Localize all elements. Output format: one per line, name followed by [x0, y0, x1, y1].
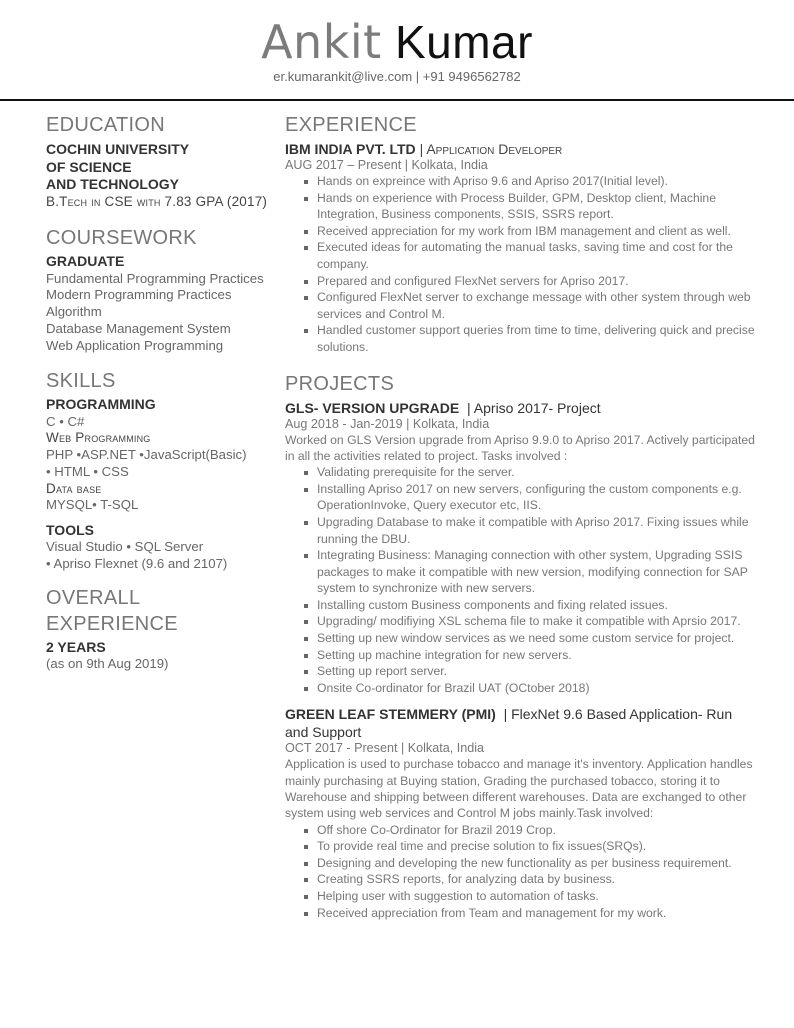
section-title-projects: PROJECTS	[285, 372, 395, 395]
course-item: Web Application Programming	[46, 337, 224, 353]
skills-tools-line: • Apriso Flexnet (9.6 and 2107)	[46, 556, 228, 572]
project-description: Worked on GLS Version upgrade from Apriso 9.9.0 to Apriso 2017. Actively participated in all the activities related to project. Tasks involved :	[285, 432, 755, 463]
list-item: Hands on expreince with Apriso 9.6 and Apriso 2017(Initial level).	[317, 173, 755, 190]
project-name: GREEN LEAF STEMMERY (PMI)	[285, 706, 496, 723]
project-green-leaf	[285, 705, 755, 921]
skills-db: MYSQL• T-SQL	[46, 497, 139, 513]
school-name-line: OF SCIENCE	[46, 158, 132, 175]
list-item: Upgrading/ modifiying XSL schema file to make it compatible with Aprsio 2017.	[317, 613, 755, 630]
list-item: Setting up new window services as we need some custom service for project.	[317, 630, 755, 647]
skills-tools-line: Visual Studio • SQL Server	[46, 539, 204, 555]
list-item: Setting up machine integration for new servers.	[317, 647, 755, 664]
header-divider	[0, 99, 794, 101]
project-name: GLS- VERSION UPGRADE	[285, 399, 460, 416]
course-item: Algorithm	[46, 304, 102, 320]
section-title-education: EDUCATION	[46, 114, 165, 136]
list-item: To provide real time and precise solution to fix issues(SRQs).	[317, 838, 755, 855]
list-item: Creating SSRS reports, for analyzing data by business.	[317, 871, 755, 888]
skills-section	[46, 368, 276, 573]
project-bullets	[285, 822, 755, 922]
skills-web-line: PHP •ASP.NET •JavaScript(Basic)	[46, 447, 247, 463]
list-item: Prepared and configured FlexNet servers for Apriso 2017.	[317, 273, 755, 290]
coursework-section	[46, 225, 276, 354]
list-item: Installing custom Business components and fixing related issues.	[317, 597, 755, 614]
skills-db-title: Data base	[46, 480, 102, 496]
course-item: Modern Programming Practices	[46, 287, 232, 303]
school-name-line: AND TECHNOLOGY	[46, 176, 179, 192]
skills-programming-title: PROGRAMMING	[46, 396, 156, 413]
coursework-subtitle: GRADUATE	[46, 253, 125, 270]
section-title-coursework: COURSEWORK	[46, 227, 197, 250]
project-gls	[285, 399, 755, 697]
skills-web-title: Web Programming	[46, 430, 151, 446]
project-meta: OCT 2017 - Present | Kolkata, India	[285, 741, 485, 756]
last-name: Kumar	[394, 16, 533, 68]
course-item: Fundamental Programming Practices	[46, 270, 264, 286]
section-title-skills: SKILLS	[46, 370, 116, 393]
job-meta: AUG 2017 – Present | Kolkata, India	[285, 158, 488, 172]
project-heading	[285, 399, 755, 417]
section-title-overall-experience: OVERALL EXPERIENCE	[46, 586, 178, 635]
skills-programming: C • C#	[46, 413, 85, 429]
company-name: IBM INDIA PVT. LTD	[285, 141, 416, 157]
list-item: Validating prerequisite for the server.	[317, 464, 755, 481]
job-role: | Application Developer	[419, 141, 563, 157]
project-heading	[285, 705, 735, 741]
list-item: Upgrading Database to make it compatible with Apriso 2017. Fixing issues while running the DBU.	[317, 514, 755, 547]
resume-header	[0, 0, 794, 101]
job-bullets	[285, 173, 755, 356]
job-heading	[285, 140, 755, 158]
list-item: Executed ideas for automating the manual tasks, saving time and cost for the company.	[317, 239, 755, 272]
project-subtitle: | FlexNet 9.6 Based Application- Run and Support	[285, 706, 733, 741]
first-name: Ankit	[261, 15, 382, 69]
project-bullets	[285, 464, 755, 696]
list-item: Hands on experience with Process Builder, GPM, Desktop client, Machine Integration, Business components, SSIS, SSRS report.	[317, 190, 755, 223]
project-subtitle: | Apriso 2017- Project	[467, 399, 601, 416]
overall-experience-note: (as on 9th Aug 2019)	[46, 656, 169, 672]
list-item: Helping user with suggestion to automation of tasks.	[317, 888, 755, 905]
skills-web-line: • HTML • CSS	[46, 463, 129, 479]
list-item: Configured FlexNet server to exchange message with other system through web services and Control M.	[317, 289, 755, 322]
degree: B.Tech in CSE with 7.83 GPA (2017)	[46, 193, 268, 209]
project-description: Application is used to purchase tobacco and manage it's inventory. Application handles mainly purchasing at Buying station, Grading the purchased tobacco, storing it to Warehouse and shipping between different warehouses. Data are exchanged to other system using web services and Control M jobs mainly.Task involved:	[285, 757, 753, 821]
left-column	[46, 112, 276, 673]
list-item: Setting up report server.	[317, 663, 755, 680]
list-item: Installing Apriso 2017 on new servers, configuring the custom components e.g. OperationInvoke, Query executor etc, IIS.	[317, 481, 755, 514]
course-item: Database Management System	[46, 320, 231, 336]
overall-experience-value: 2 YEARS	[46, 638, 106, 655]
list-item: Handled customer support queries from time to time, delivering quick and precise solutions.	[317, 323, 755, 354]
right-column	[285, 112, 755, 921]
section-title-experience: EXPERIENCE	[285, 114, 417, 136]
project-meta: Aug 2018 - Jan-2019 | Kolkata, India	[285, 416, 490, 431]
contact-info: er.kumarankit@live.com | +91 9496562782	[273, 69, 521, 84]
candidate-name	[0, 14, 794, 70]
skills-tools-title: TOOLS	[46, 521, 94, 538]
list-item: Off shore Co-Ordinator for Brazil 2019 Crop.	[317, 822, 755, 839]
list-item: Integrating Business: Managing connection with other system, Upgrading SSIS packages to make it compatible with new version, modifying connection for SAP system to synchronize with new servers.	[317, 547, 755, 597]
overall-experience-section	[46, 585, 276, 673]
list-item: Designing and developing the new functionality as per business requirement.	[317, 855, 755, 872]
projects-section	[285, 371, 755, 922]
list-item: Onsite Co-ordinator for Brazil UAT (OCtober 2018)	[317, 680, 755, 697]
school-name-line: COCHIN UNIVERSITY	[46, 141, 190, 157]
list-item: Received appreciation from Team and management for my work.	[317, 905, 755, 922]
list-item: Received appreciation for my work from IBM management and client as well.	[317, 223, 755, 240]
education-section	[46, 112, 276, 210]
experience-section	[285, 112, 755, 356]
